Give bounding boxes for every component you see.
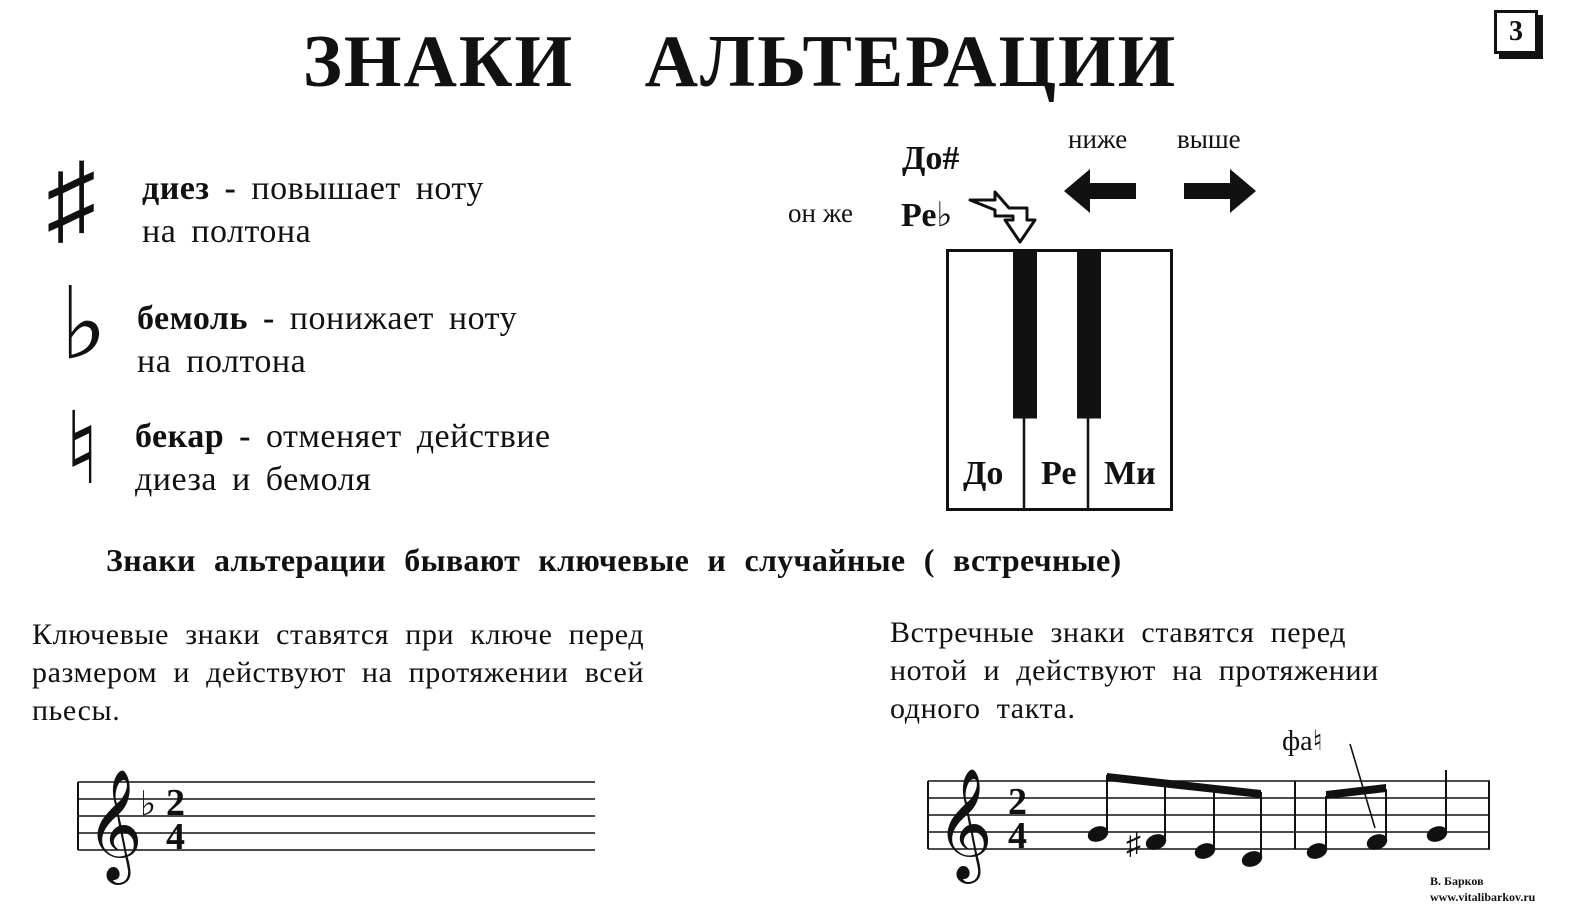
key-signs-line-1: Ключевые знаки ставятся при ключе перед <box>32 618 645 651</box>
flat-definition <box>137 297 517 383</box>
accidentals-line-3: одного такта. <box>890 692 1076 725</box>
higher-label: выше <box>1177 124 1241 154</box>
staff-accidentals <box>920 720 1500 890</box>
site-link[interactable]: www.vitalibarkov.ru <box>1430 890 1536 904</box>
arrow-left-icon <box>1060 165 1140 217</box>
flat-name: бемоль - <box>137 300 275 337</box>
author-credit: В. Барков <box>1430 874 1484 888</box>
section-heading: Знаки альтерации бывают ключевые и случайные ( встречные) <box>106 542 1122 578</box>
key-mi-label: Ми <box>1104 455 1156 492</box>
re-flat-label: Ре♭ <box>901 197 953 234</box>
treble-clef-icon: 𝄞 <box>86 771 143 878</box>
key-signs-paragraph <box>32 616 644 730</box>
page-number-badge: 3 <box>1494 10 1538 54</box>
sharp-definition <box>142 167 484 253</box>
sharp-desc-2: на полтона <box>142 213 312 250</box>
key-re-label: Ре <box>1041 455 1077 492</box>
key-signs-line-3: пьесы. <box>32 694 121 727</box>
note-beam <box>1107 773 1261 798</box>
accidentals-line-2: нотой и действуют на протяжении <box>890 654 1379 687</box>
sharp-name: диез - <box>142 170 237 207</box>
time-signature-top: 2 <box>166 782 185 824</box>
do-sharp-label: До# <box>902 140 960 177</box>
black-key-d-sharp <box>1077 251 1101 419</box>
staff-key-signature <box>70 745 610 885</box>
time-signature-top-2: 2 <box>1008 781 1027 823</box>
flat-desc-2: на полтона <box>137 343 307 380</box>
time-signature-bottom-2: 4 <box>1008 815 1027 857</box>
key-flat-icon: ♭ <box>140 786 157 823</box>
accidentals-paragraph <box>890 614 1379 728</box>
sharp-icon: ♯ <box>46 144 96 255</box>
note-beam <box>1326 784 1386 799</box>
key-do-label: До <box>963 455 1004 492</box>
accidental-sharp-icon: ♯ <box>1126 828 1141 861</box>
natural-name: бекар - <box>135 418 251 455</box>
natural-desc-1: отменяет действие <box>250 418 551 455</box>
sharp-desc-1: повышает ноту <box>236 170 484 207</box>
page-title: ЗНАКИ АЛЬТЕРАЦИИ <box>302 21 1178 103</box>
black-key-c-sharp <box>1013 251 1037 419</box>
natural-icon: ♮ <box>64 394 100 505</box>
same-as-label: он же <box>788 198 853 228</box>
lower-label: ниже <box>1068 124 1128 154</box>
flat-icon: ♭ <box>60 269 108 380</box>
arrow-right-icon <box>1180 165 1260 217</box>
treble-clef-icon-2: 𝄞 <box>936 770 993 877</box>
pointer-arrow-icon <box>965 188 1055 248</box>
key-signs-line-2: размером и действуют на протяжении всей <box>32 656 645 689</box>
natural-desc-2: диеза и бемоля <box>135 461 372 498</box>
accidentals-line-1: Встречные знаки ставятся перед <box>890 616 1347 649</box>
time-signature-bottom: 4 <box>166 816 185 858</box>
flat-desc-1: понижает ноту <box>274 300 518 337</box>
fa-natural-annotation: фа♮ <box>1282 726 1323 757</box>
natural-definition <box>135 415 551 501</box>
